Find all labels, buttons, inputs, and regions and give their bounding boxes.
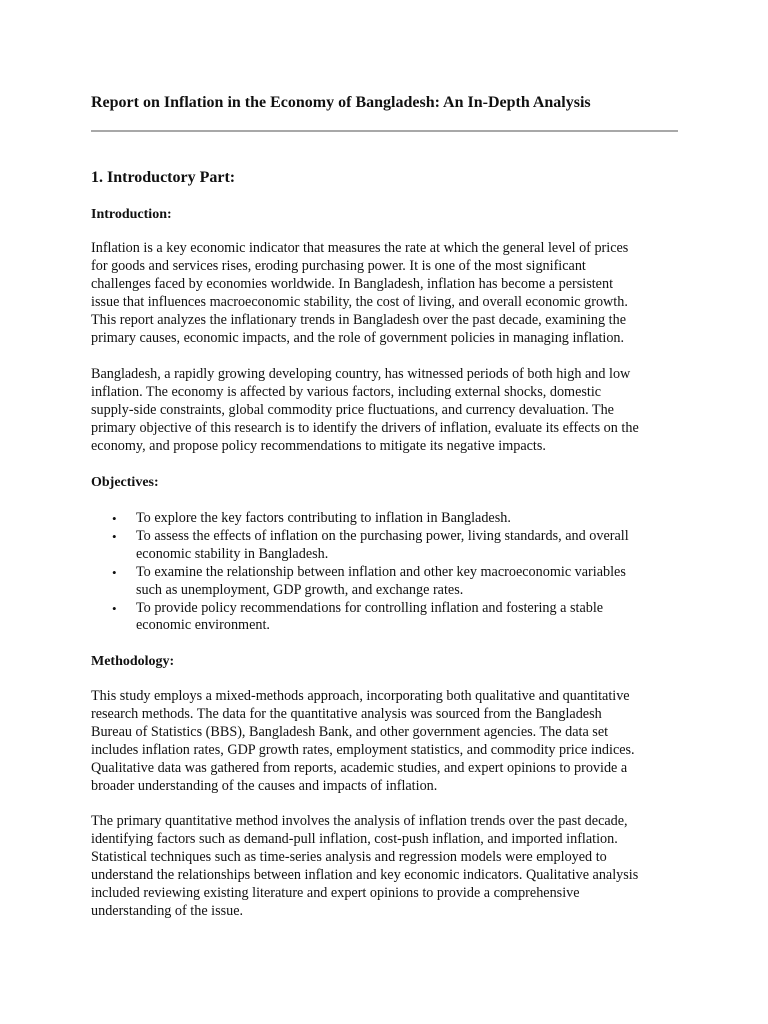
text-line: primary objective of this research is to identify the drivers of inflation, evaluate its effects on the	[91, 419, 639, 436]
text-line: Bangladesh, a rapidly growing developing country, has witnessed periods of both high and low	[91, 366, 631, 382]
text-line: issue that influences macroeconomic stability, the cost of living, and overall economic growth.	[91, 293, 628, 310]
text-line: To explore the key factors contributing to inflation in Bangladesh.	[136, 510, 511, 526]
text-line: research methods. The data for the quantitative analysis was sourced from the Bangladesh	[91, 705, 602, 722]
text-line: challenges faced by economies worldwide. In Bangladesh, inflation has become a persistent	[91, 275, 614, 292]
text-line: economic stability in Bangladesh.	[136, 545, 329, 562]
text-line: broader understanding of the causes and impacts of inflation.	[91, 777, 438, 794]
text-line: identifying factors such as demand-pull inflation, cost-push inflation, and imported inflation.	[91, 830, 618, 847]
list-item	[91, 528, 681, 564]
introduction-paragraph-2	[91, 366, 681, 456]
text-line: Statistical techniques such as time-series analysis and regression models were employed to	[91, 848, 607, 865]
text-line: To provide policy recommendations for controlling inflation and fostering a stable	[136, 599, 604, 616]
text-line: To assess the effects of inflation on the purchasing power, living standards, and overall	[136, 527, 629, 544]
text-line: such as unemployment, GDP growth, and exchange rates.	[136, 581, 464, 598]
text-line: Bureau of Statistics (BBS), Bangladesh Bank, and other government agencies. The data set	[91, 723, 609, 740]
text-line: includes inflation rates, GDP growth rates, employment statistics, and commodity price indices.	[91, 741, 635, 758]
list-item	[91, 510, 681, 528]
introduction-heading: Introduction:	[91, 207, 172, 222]
text-line: included reviewing existing literature and expert opinions to provide a comprehensive	[91, 884, 580, 901]
text-line: for goods and services rises, eroding purchasing power. It is one of the most significant	[91, 257, 586, 274]
text-line: The primary quantitative method involves the analysis of inflation trends over the past decade,	[91, 813, 628, 829]
list-item	[91, 600, 681, 636]
introduction-paragraph-1	[91, 240, 681, 347]
text-line: primary causes, economic impacts, and the role of government policies in managing inflation.	[91, 329, 625, 346]
objectives-heading: Objectives:	[91, 475, 159, 490]
list-item	[91, 564, 681, 600]
bullet-icon: •	[112, 511, 117, 526]
text-line: inflation. The economy is affected by various factors, including external shocks, domestic	[91, 383, 602, 400]
text-line: understand the relationships between inflation and key economic indicators. Qualitative analysis	[91, 866, 639, 883]
text-line: To examine the relationship between inflation and other key macroeconomic variables	[136, 563, 626, 580]
text-line: Qualitative data was gathered from reports, academic studies, and expert opinions to provide a	[91, 759, 628, 776]
methodology-heading: Methodology:	[91, 654, 175, 669]
objectives-list	[91, 510, 681, 635]
title-divider	[91, 130, 678, 132]
text-line: understanding of the issue.	[91, 902, 244, 919]
bullet-icon: •	[112, 600, 117, 616]
text-line: Inflation is a key economic indicator that measures the rate at which the general level of prices	[91, 240, 629, 256]
text-line: This study employs a mixed-methods approach, incorporating both qualitative and quantitative	[91, 688, 630, 704]
methodology-paragraph-2	[91, 813, 681, 920]
document-title: Report on Inflation in the Economy of Bangladesh: An In-Depth Analysis	[91, 94, 591, 111]
text-line: This report analyzes the inflationary trends in Bangladesh over the past decade, examining the	[91, 311, 627, 328]
methodology-paragraph-1	[91, 688, 681, 795]
section-heading: 1. Introductory Part:	[91, 169, 236, 186]
text-line: economic environment.	[136, 617, 270, 634]
text-line: economy, and propose policy recommendations to mitigate its negative impacts.	[91, 437, 546, 454]
bullet-icon: •	[112, 564, 117, 580]
bullet-icon: •	[112, 528, 117, 544]
text-line: supply-side constraints, global commodity price fluctuations, and currency devaluation. The	[91, 401, 614, 418]
